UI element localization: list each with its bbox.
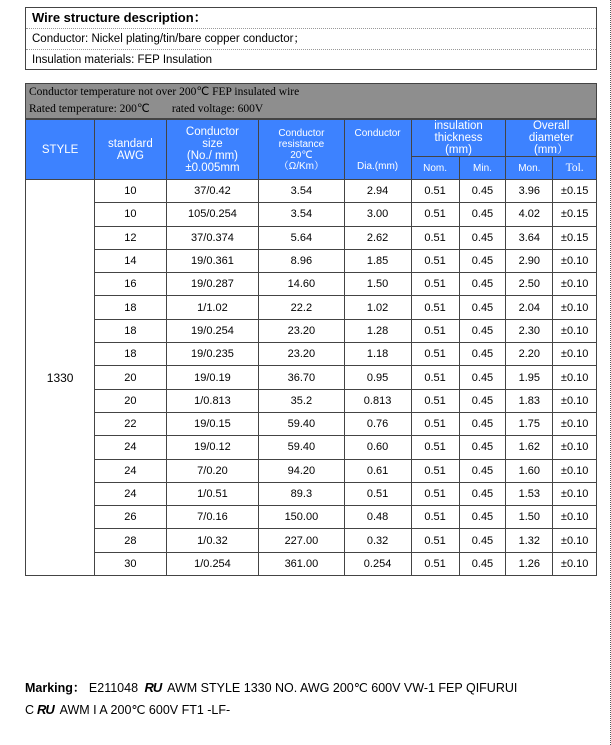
cell-ins-nom: 0.51 <box>411 343 459 366</box>
cell-ins-min: 0.45 <box>459 226 506 249</box>
table-row <box>26 249 597 272</box>
cell-od-mon: 1.32 <box>506 529 553 552</box>
cell-diameter: 1.02 <box>344 296 411 319</box>
cell-resistance: 89.3 <box>259 482 344 505</box>
header-conductor-diameter: Conductor Dia.(mm) <box>344 120 411 180</box>
cell-od-mon: 1.83 <box>506 389 553 412</box>
cell-resistance: 59.40 <box>259 412 344 435</box>
cell-od-tol: ±0.10 <box>553 482 597 505</box>
cell-ins-min: 0.45 <box>459 180 506 203</box>
cell-conductor-size: 19/0.287 <box>166 273 259 296</box>
cell-ins-min: 0.45 <box>459 249 506 272</box>
cell-resistance: 227.00 <box>259 529 344 552</box>
cell-resistance: 35.2 <box>259 389 344 412</box>
table-body <box>26 180 597 576</box>
cell-awg: 28 <box>95 529 166 552</box>
cell-diameter: 2.62 <box>344 226 411 249</box>
cell-awg: 12 <box>95 226 166 249</box>
cell-conductor-size: 1/0.813 <box>166 389 259 412</box>
cell-od-tol: ±0.10 <box>553 459 597 482</box>
cell-diameter: 0.60 <box>344 436 411 459</box>
wire-structure-description <box>25 7 597 70</box>
cell-ins-nom: 0.51 <box>411 226 459 249</box>
cell-awg: 18 <box>95 343 166 366</box>
cell-conductor-size: 7/0.16 <box>166 506 259 529</box>
rating-note-line2 <box>29 101 596 118</box>
cell-od-tol: ±0.10 <box>553 273 597 296</box>
cell-ins-min: 0.45 <box>459 506 506 529</box>
cell-resistance: 23.20 <box>259 343 344 366</box>
cell-diameter: 0.76 <box>344 412 411 435</box>
cell-ins-nom: 0.51 <box>411 203 459 226</box>
cell-ins-min: 0.45 <box>459 296 506 319</box>
cell-ins-nom: 0.51 <box>411 389 459 412</box>
cell-awg: 24 <box>95 436 166 459</box>
cell-diameter: 0.813 <box>344 389 411 412</box>
cell-od-tol: ±0.10 <box>553 412 597 435</box>
cell-od-mon: 4.02 <box>506 203 553 226</box>
table-row <box>26 273 597 296</box>
table-row <box>26 180 597 203</box>
cell-od-mon: 1.62 <box>506 436 553 459</box>
marking-file-number: E211048 <box>88 681 139 695</box>
cell-conductor-size: 19/0.254 <box>166 319 259 342</box>
cell-ins-nom: 0.51 <box>411 552 459 575</box>
cell-conductor-size: 19/0.235 <box>166 343 259 366</box>
table-row <box>26 366 597 389</box>
cell-od-mon: 2.90 <box>506 249 553 272</box>
header-ins-min: Min. <box>459 157 506 180</box>
cell-conductor-size: 19/0.12 <box>166 436 259 459</box>
header-od-tol: Tol. <box>553 157 597 180</box>
cell-od-tol: ±0.10 <box>553 296 597 319</box>
cell-diameter: 0.254 <box>344 552 411 575</box>
header-awg: standard AWG <box>95 120 166 180</box>
description-title: Wire structure description： <box>32 10 207 25</box>
cell-resistance: 22.2 <box>259 296 344 319</box>
table-row <box>26 226 597 249</box>
header-insulation-thickness: insulation thickness (mm) <box>411 120 506 157</box>
cell-od-tol: ±0.10 <box>553 529 597 552</box>
cell-resistance: 8.96 <box>259 249 344 272</box>
wire-spec-table <box>25 119 597 576</box>
cell-diameter: 0.61 <box>344 459 411 482</box>
cell-awg: 24 <box>95 459 166 482</box>
cell-diameter: 1.28 <box>344 319 411 342</box>
table-row <box>26 343 597 366</box>
marking-line1-text: AWM STYLE 1330 NO. AWG 200℃ 600V VW-1 FEP QIFURUI <box>167 681 518 695</box>
cell-od-tol: ±0.10 <box>553 249 597 272</box>
marking-line1 <box>25 677 600 699</box>
cell-awg: 26 <box>95 506 166 529</box>
cell-od-tol: ±0.10 <box>553 436 597 459</box>
cell-awg: 16 <box>95 273 166 296</box>
cell-ins-nom: 0.51 <box>411 296 459 319</box>
marking-section <box>25 677 600 721</box>
cell-resistance: 23.20 <box>259 319 344 342</box>
cell-od-mon: 1.26 <box>506 552 553 575</box>
cell-od-tol: ±0.10 <box>553 366 597 389</box>
cell-ins-nom: 0.51 <box>411 459 459 482</box>
cell-ins-min: 0.45 <box>459 319 506 342</box>
cell-resistance: 3.54 <box>259 203 344 226</box>
table-row <box>26 436 597 459</box>
cell-diameter: 0.32 <box>344 529 411 552</box>
cell-conductor-size: 19/0.361 <box>166 249 259 272</box>
cell-resistance: 361.00 <box>259 552 344 575</box>
header-conductor-size: Conductor size (No./ mm) ±0.005mm <box>166 120 259 180</box>
rating-note-line1: Conductor temperature not over 200℃ FEP insulated wire <box>29 86 300 98</box>
cell-od-tol: ±0.10 <box>553 552 597 575</box>
cell-ins-min: 0.45 <box>459 389 506 412</box>
cell-conductor-size: 1/0.32 <box>166 529 259 552</box>
header-style: STYLE <box>26 120 95 180</box>
cell-od-mon: 3.64 <box>506 226 553 249</box>
cell-awg: 10 <box>95 180 166 203</box>
header-ins-nom: Nom. <box>411 157 459 180</box>
cell-ins-min: 0.45 <box>459 343 506 366</box>
cell-resistance: 59.40 <box>259 436 344 459</box>
cell-conductor-size: 1/1.02 <box>166 296 259 319</box>
rated-temperature: Rated temperature: 200℃ <box>29 103 150 115</box>
description-insulation: Insulation materials: FEP Insulation <box>26 49 596 70</box>
cell-resistance: 14.60 <box>259 273 344 296</box>
marking-label: Marking： <box>25 681 86 695</box>
cell-diameter: 3.00 <box>344 203 411 226</box>
table-row <box>26 506 597 529</box>
cell-ins-min: 0.45 <box>459 529 506 552</box>
cell-resistance: 5.64 <box>259 226 344 249</box>
cell-awg: 20 <box>95 389 166 412</box>
cell-diameter: 0.48 <box>344 506 411 529</box>
cell-diameter: 1.85 <box>344 249 411 272</box>
cell-conductor-size: 19/0.15 <box>166 412 259 435</box>
cell-od-mon: 2.50 <box>506 273 553 296</box>
cell-conductor-size: 1/0.254 <box>166 552 259 575</box>
cur-recognized-logo-icon: RU <box>37 702 54 717</box>
cell-ins-nom: 0.51 <box>411 436 459 459</box>
cell-awg: 22 <box>95 412 166 435</box>
cell-ins-min: 0.45 <box>459 482 506 505</box>
cell-od-tol: ±0.15 <box>553 180 597 203</box>
cell-ins-min: 0.45 <box>459 552 506 575</box>
header-od-mon: Mon. <box>506 157 553 180</box>
cell-ins-nom: 0.51 <box>411 529 459 552</box>
cell-ins-nom: 0.51 <box>411 366 459 389</box>
cell-od-mon: 3.96 <box>506 180 553 203</box>
table-row <box>26 319 597 342</box>
rated-voltage: rated voltage: 600V <box>171 103 264 115</box>
cell-ins-min: 0.45 <box>459 366 506 389</box>
table-header <box>26 120 597 180</box>
cell-diameter: 1.18 <box>344 343 411 366</box>
table-row <box>26 482 597 505</box>
cell-ins-nom: 0.51 <box>411 506 459 529</box>
table-row <box>26 389 597 412</box>
ur-recognized-logo-icon: RU <box>144 680 162 695</box>
cell-awg: 10 <box>95 203 166 226</box>
cell-ins-min: 0.45 <box>459 436 506 459</box>
cell-ins-nom: 0.51 <box>411 319 459 342</box>
cell-ins-nom: 0.51 <box>411 180 459 203</box>
header-overall-diameter: Overall diameter (mm） <box>506 120 597 157</box>
description-conductor: Conductor: Nickel plating/tin/bare copper conductor； <box>26 28 596 49</box>
cell-od-tol: ±0.10 <box>553 389 597 412</box>
cell-diameter: 0.95 <box>344 366 411 389</box>
cell-diameter: 2.94 <box>344 180 411 203</box>
cell-conductor-size: 37/0.374 <box>166 226 259 249</box>
cell-od-mon: 1.75 <box>506 412 553 435</box>
cell-conductor-size: 1/0.51 <box>166 482 259 505</box>
cell-conductor-size: 37/0.42 <box>166 180 259 203</box>
cell-od-tol: ±0.10 <box>553 319 597 342</box>
cell-ins-nom: 0.51 <box>411 273 459 296</box>
cell-ins-min: 0.45 <box>459 203 506 226</box>
cell-resistance: 36.70 <box>259 366 344 389</box>
header-conductor-resistance: Conductor resistance 20℃ （Ω/Km） <box>259 120 344 180</box>
table-row <box>26 459 597 482</box>
cell-awg: 24 <box>95 482 166 505</box>
marking-line2-text: AWM I A 200℃ 600V FT1 -LF- <box>59 703 231 717</box>
table-row <box>26 552 597 575</box>
table-row <box>26 203 597 226</box>
cell-resistance: 94.20 <box>259 459 344 482</box>
cell-awg: 14 <box>95 249 166 272</box>
cell-resistance: 150.00 <box>259 506 344 529</box>
cell-awg: 18 <box>95 319 166 342</box>
cell-conductor-size: 19/0.19 <box>166 366 259 389</box>
table-row <box>26 412 597 435</box>
cell-od-tol: ±0.15 <box>553 203 597 226</box>
marking-line2 <box>25 699 600 721</box>
cell-od-mon: 1.60 <box>506 459 553 482</box>
table-row <box>26 296 597 319</box>
marking-line2-prefix: C <box>25 703 35 717</box>
rating-note <box>25 83 597 119</box>
cell-od-mon: 1.50 <box>506 506 553 529</box>
cell-ins-nom: 0.51 <box>411 412 459 435</box>
cell-diameter: 1.50 <box>344 273 411 296</box>
cell-od-mon: 2.20 <box>506 343 553 366</box>
cell-diameter: 0.51 <box>344 482 411 505</box>
cell-ins-min: 0.45 <box>459 273 506 296</box>
cell-od-tol: ±0.15 <box>553 226 597 249</box>
cell-ins-nom: 0.51 <box>411 249 459 272</box>
cell-ins-min: 0.45 <box>459 412 506 435</box>
cell-awg: 30 <box>95 552 166 575</box>
style-cell: 1330 <box>26 180 95 576</box>
cell-awg: 20 <box>95 366 166 389</box>
cell-ins-min: 0.45 <box>459 459 506 482</box>
cell-resistance: 3.54 <box>259 180 344 203</box>
cell-awg: 18 <box>95 296 166 319</box>
cell-od-tol: ±0.10 <box>553 506 597 529</box>
cell-od-mon: 2.04 <box>506 296 553 319</box>
cell-conductor-size: 7/0.20 <box>166 459 259 482</box>
cell-od-mon: 1.95 <box>506 366 553 389</box>
cell-ins-nom: 0.51 <box>411 482 459 505</box>
cell-conductor-size: 105/0.254 <box>166 203 259 226</box>
table-row <box>26 529 597 552</box>
cell-od-tol: ±0.10 <box>553 343 597 366</box>
cell-od-mon: 1.53 <box>506 482 553 505</box>
cell-od-mon: 2.30 <box>506 319 553 342</box>
